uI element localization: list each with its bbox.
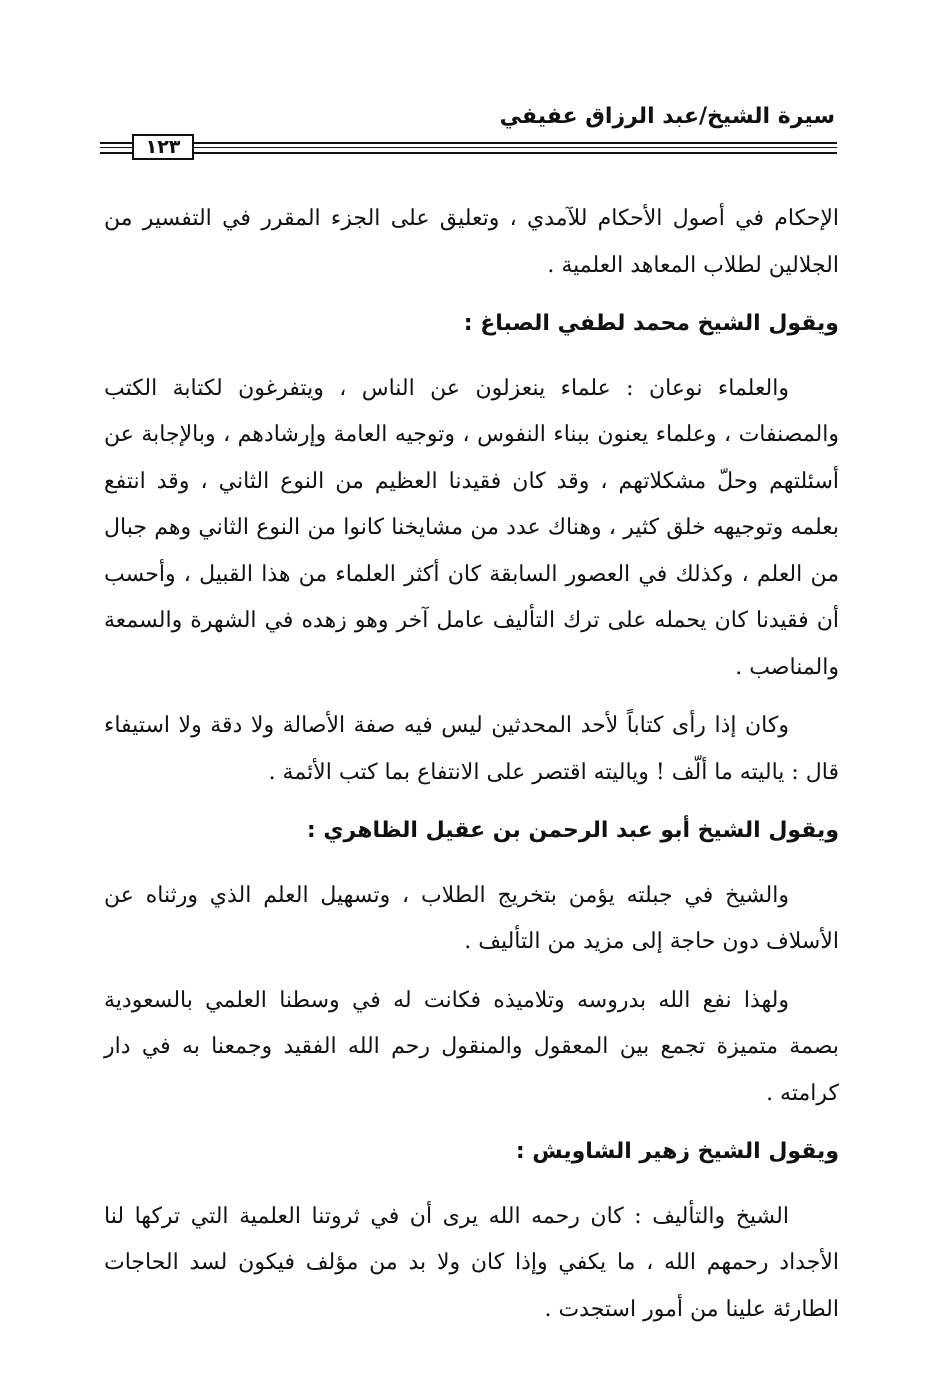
paragraph: والعلماء نوعان : علماء ينعزلون عن الناس ، ويتفرغون لكتابة الكتب والمصنفات ، وعلماء يعنون ببناء النفوس ، وتوجيه العامة وإرشادهم ، وبالإجابة عن أسئلتهم وحلّ مشكلاتهم ، وقد كان فقيدنا العظيم من النوع الثاني ، وقد انتفع بعلمه وتوجيهه خلق كثير ، وهناك عدد من مشايخنا كانوا من النوع الثاني وهم جبال من العلم ، وكذلك في العصور السابقة كان أكثر العلماء من هذا القبيل ، وأحسب أن فقيدنا كان يحمله على ترك التأليف عامل آخر وهو زهده في الشهرة والسمعة والمناصب . xyxy=(104,375,839,680)
page-number: ١٢٣ xyxy=(132,134,194,160)
paragraph: الإحكام في أصول الأحكام للآمدي ، وتعليق على الجزء المقرر في التفسير من الجلالين لطلاب المعاهد العلمية . xyxy=(104,206,839,278)
paragraph: ولهذا نفع الله بدروسه وتلاميذه فكانت له في وسطنا العلمي بالسعودية بصمة متميزة تجمع بين المعقول والمنقول رحم الله الفقيد وجمعنا به في دار كرامته . xyxy=(104,987,839,1106)
header-rule-line xyxy=(100,142,837,144)
paragraph: والشيخ في جبلته يؤمن بتخريج الطلاب ، وتسهيل العلم الذي ورثناه عن الأسلاف دون حاجة إلى مزيد من التأليف . xyxy=(104,882,839,954)
section-heading: ويقول الشيخ محمد لطفي الصباغ : xyxy=(463,311,839,336)
header-rule xyxy=(100,138,837,160)
page-body xyxy=(104,196,839,1345)
section-heading: ويقول الشيخ زهير الشاويش : xyxy=(515,1139,839,1164)
header-rule-line xyxy=(100,152,837,154)
running-title: سيرة الشيخ/عبد الرزاق عفيفي xyxy=(499,104,835,129)
section-heading: ويقول الشيخ أبو عبد الرحمن بن عقيل الظاهري : xyxy=(306,818,839,843)
paragraph: الشيخ والتأليف : كان رحمه الله يرى أن في ثروتنا العلمية التي تركها لنا الأجداد رحمهم الله ، ما يكفي وإذا كان ولا بد من مؤلف فيكون لسد الحاجات الطارئة علينا من أمور استجدت . xyxy=(104,1203,839,1322)
paragraph: وكان إذا رأى كتاباً لأحد المحدثين ليس فيه صفة الأصالة ولا دقة ولا استيفاء قال : ياليته ما ألّف ! وياليته اقتصر على الانتفاع بما كتب الأئمة . xyxy=(104,713,839,785)
header-rule-line xyxy=(100,147,837,148)
